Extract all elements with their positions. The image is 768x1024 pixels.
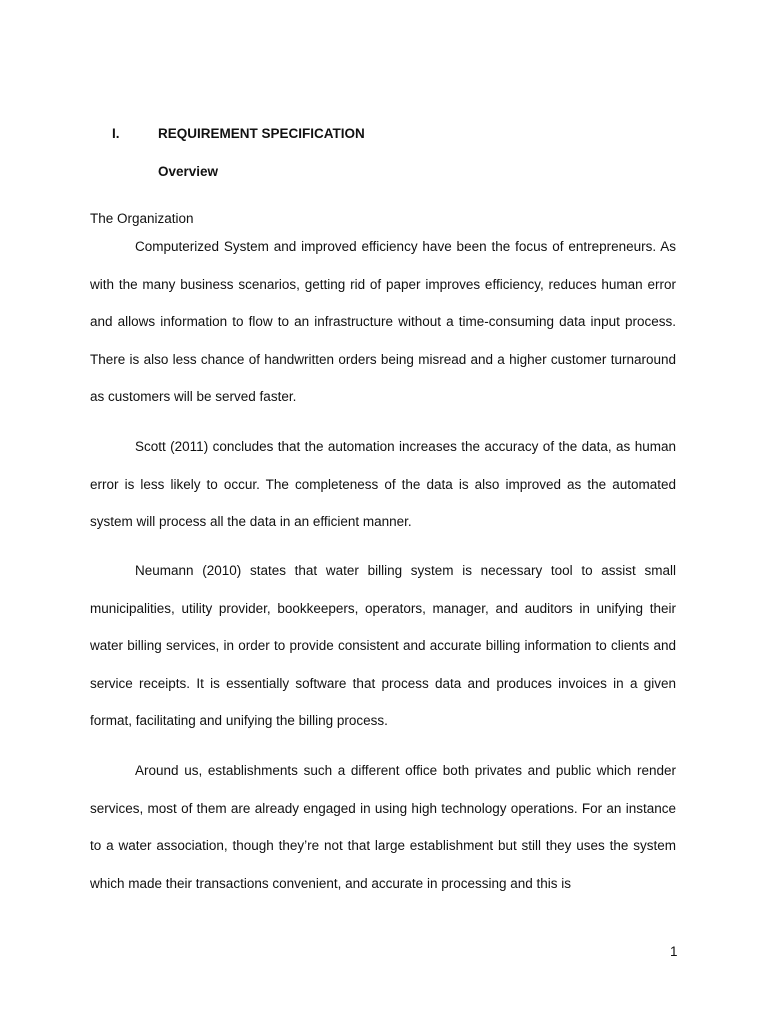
heading-title: REQUIREMENT SPECIFICATION xyxy=(158,126,365,141)
paragraph-2: Scott (2011) concludes that the automation increases the accuracy of the data, as human error is less likely to occur. The completeness of the data is also improved as the automated system will process all the data in an efficient manner. xyxy=(90,439,676,530)
subheading: Overview xyxy=(158,164,219,179)
heading-number: I. xyxy=(112,126,120,141)
paragraph-3: Neumann (2010) states that water billing system is necessary tool to assist small municipalities, utility provider, bookkeepers, operators, manager, and auditors in unifying their water billing services, in order to provide consistent and accurate billing information to clients and service receipts. It is essentially software that process data and produces invoices in a given format, facilitating and unifying the billing process. xyxy=(90,563,676,729)
paragraph-1: Computerized System and improved efficiency have been the focus of entrepreneurs. As with the many business scenarios, getting rid of paper improves efficiency, reduces human error and allows information to flow to an infrastructure without a time-consuming data input process. There is also less chance of handwritten orders being misread and a higher customer turnaround as customers will be served faster. xyxy=(90,239,676,405)
section-label: The Organization xyxy=(90,211,194,226)
paragraph-4: Around us, establishments such a different office both privates and public which render services, most of them are already engaged in using high technology operations. For an instance to a water association, though they’re not that large establishment but still they uses the system which made their transactions convenient, and accurate in processing and this is xyxy=(90,763,676,891)
page-number: 1 xyxy=(670,944,678,959)
